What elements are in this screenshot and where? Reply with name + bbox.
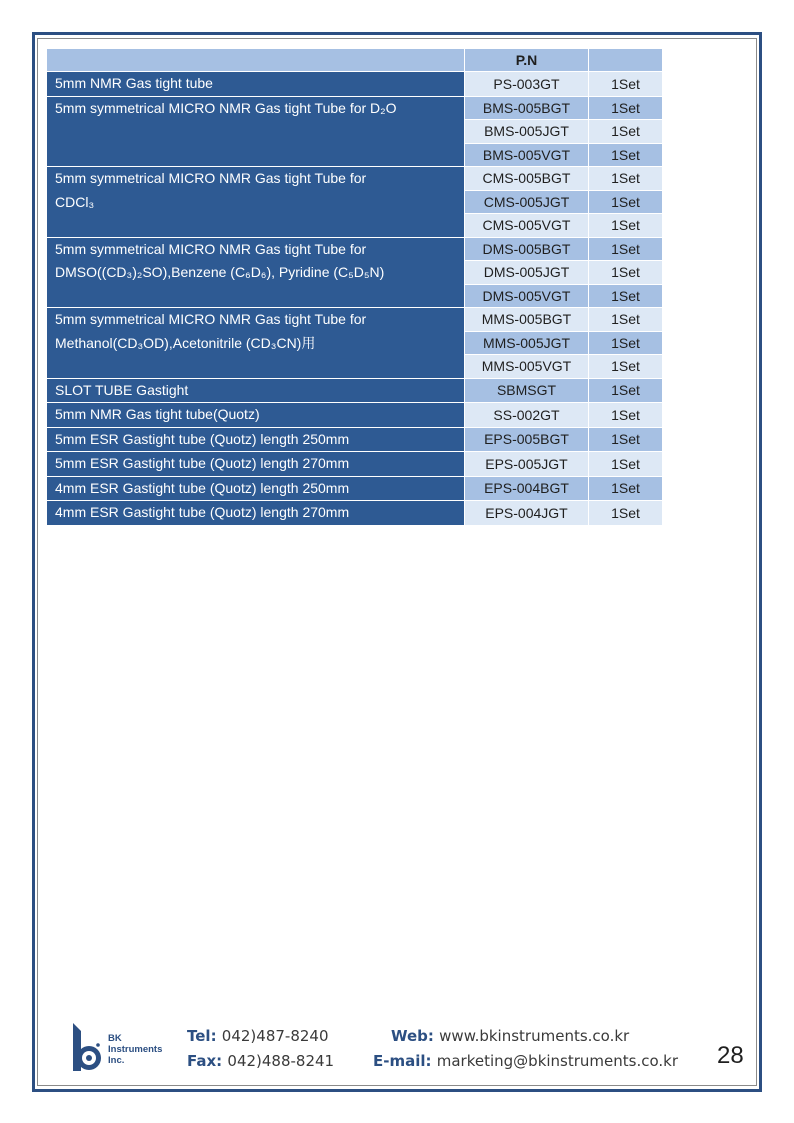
quantity-cell: 1Set (588, 332, 662, 356)
part-number-cell: EPS-004JGT (464, 501, 588, 526)
part-number-cell: DMS-005BGT (464, 238, 588, 262)
tel-label: Tel (187, 1027, 211, 1045)
quantity-cell: 1Set (588, 97, 662, 121)
table-row (47, 379, 662, 404)
table-row (47, 238, 662, 262)
fax-line: Fax: 042)488-8241 (187, 1052, 335, 1070)
web-value[interactable]: www.bkinstruments.co.kr (439, 1027, 630, 1045)
quantity-cell: 1Set (588, 285, 662, 309)
item-description (47, 501, 464, 526)
part-number-cell: DMS-005JGT (464, 261, 588, 285)
part-number-cell: DMS-005VGT (464, 285, 588, 309)
table-row (47, 308, 662, 332)
part-number-cell: BMS-005VGT (464, 144, 588, 168)
description-line: DMSO((CD₃)₂SO),Benzene (C₆D₆), Pyridine (C₅D₅N) (55, 264, 385, 280)
item-description (47, 477, 464, 502)
description-line: Methanol(CD₃OD),Acetonitrile (CD₃CN)用 (55, 334, 316, 351)
table-row (47, 72, 662, 97)
description-line: 5mm NMR Gas tight tube(Quotz) (55, 406, 260, 422)
description-line: 5mm ESR Gastight tube (Quotz) length 250mm (55, 430, 350, 447)
logo-text (108, 1033, 162, 1066)
header-description (47, 49, 464, 72)
tel-value: 042)487-8240 (221, 1027, 329, 1045)
description-line: CDCl₃ (55, 193, 95, 210)
fax-label: Fax (187, 1052, 217, 1070)
table-row (47, 452, 662, 477)
quantity-cell: 1Set (588, 167, 662, 191)
item-description (47, 379, 464, 404)
page-footer (0, 1015, 794, 1085)
web-label: Web (391, 1027, 428, 1045)
quantity-cell: 1Set (588, 191, 662, 215)
header-part-number: P.N (464, 49, 588, 72)
part-number-cell: EPS-004BGT (464, 477, 588, 502)
quantity-cell: 1Set (588, 120, 662, 144)
table-header-row (47, 49, 662, 72)
item-description (47, 72, 464, 97)
quantity-cell: 1Set (588, 261, 662, 285)
item-description (47, 403, 464, 428)
quantity-cell: 1Set (588, 477, 662, 502)
quantity-cell: 1Set (588, 403, 662, 428)
quantity-cell: 1Set (588, 308, 662, 332)
page-number: 28 (717, 1042, 744, 1069)
part-number-cell: EPS-005BGT (464, 428, 588, 453)
web-line: Web: www.bkinstruments.co.kr (391, 1027, 630, 1045)
quantity-cell: 1Set (588, 501, 662, 526)
table-row (47, 501, 662, 526)
description-line: 5mm symmetrical MICRO NMR Gas tight Tube for (55, 240, 367, 257)
quantity-cell: 1Set (588, 452, 662, 477)
table-row (47, 97, 662, 121)
table-row (47, 167, 662, 191)
part-number-cell: MMS-005VGT (464, 355, 588, 379)
email-label: E-mail (373, 1052, 426, 1070)
part-number-cell: BMS-005JGT (464, 120, 588, 144)
email-line: E-mail: marketing@bkinstruments.co.kr (373, 1052, 679, 1070)
quantity-cell: 1Set (588, 72, 662, 97)
quantity-cell: 1Set (588, 355, 662, 379)
table-row (47, 428, 662, 453)
part-number-cell: CMS-005VGT (464, 214, 588, 238)
description-line: 5mm ESR Gastight tube (Quotz) length 270mm (55, 455, 350, 471)
table-row (47, 477, 662, 502)
logo-line-inc: Inc. (108, 1055, 125, 1066)
part-number-cell: CMS-005BGT (464, 167, 588, 191)
quantity-cell: 1Set (588, 214, 662, 238)
logo-line-bk: BK (108, 1033, 122, 1044)
item-description (47, 428, 464, 453)
bk-logo-icon (70, 1021, 106, 1073)
part-number-cell: MMS-005BGT (464, 308, 588, 332)
quantity-cell: 1Set (588, 144, 662, 168)
fax-value: 042)488-8241 (227, 1052, 335, 1070)
description-line: SLOT TUBE Gastight (55, 381, 189, 398)
parts-table (47, 49, 662, 526)
quantity-cell: 1Set (588, 428, 662, 453)
tel-line: Tel: 042)487-8240 (187, 1027, 329, 1045)
logo-line-instruments: Instruments (108, 1044, 163, 1055)
header-quantity (588, 49, 662, 72)
description-line: 4mm ESR Gastight tube (Quotz) length 270mm (55, 504, 350, 520)
part-number-cell: SS-002GT (464, 403, 588, 428)
description-line: 5mm symmetrical MICRO NMR Gas tight Tube for D₂O (55, 99, 397, 116)
part-number-cell: BMS-005BGT (464, 97, 588, 121)
item-description (47, 308, 464, 379)
item-description (47, 167, 464, 238)
table-row (47, 403, 662, 428)
description-line: 4mm ESR Gastight tube (Quotz) length 250mm (55, 479, 350, 496)
part-number-cell: MMS-005JGT (464, 332, 588, 356)
quantity-cell: 1Set (588, 238, 662, 262)
description-line: 5mm symmetrical MICRO NMR Gas tight Tube for (55, 311, 367, 327)
part-number-cell: CMS-005JGT (464, 191, 588, 215)
description-line: 5mm symmetrical MICRO NMR Gas tight Tube for (55, 170, 367, 186)
part-number-cell: SBMSGT (464, 379, 588, 404)
email-value[interactable]: marketing@bkinstruments.co.kr (436, 1052, 679, 1070)
description-line: 5mm NMR Gas tight tube (55, 75, 213, 91)
quantity-cell: 1Set (588, 379, 662, 404)
item-description (47, 452, 464, 477)
item-description (47, 97, 464, 168)
item-description (47, 238, 464, 309)
part-number-cell: EPS-005JGT (464, 452, 588, 477)
part-number-cell: PS-003GT (464, 72, 588, 97)
